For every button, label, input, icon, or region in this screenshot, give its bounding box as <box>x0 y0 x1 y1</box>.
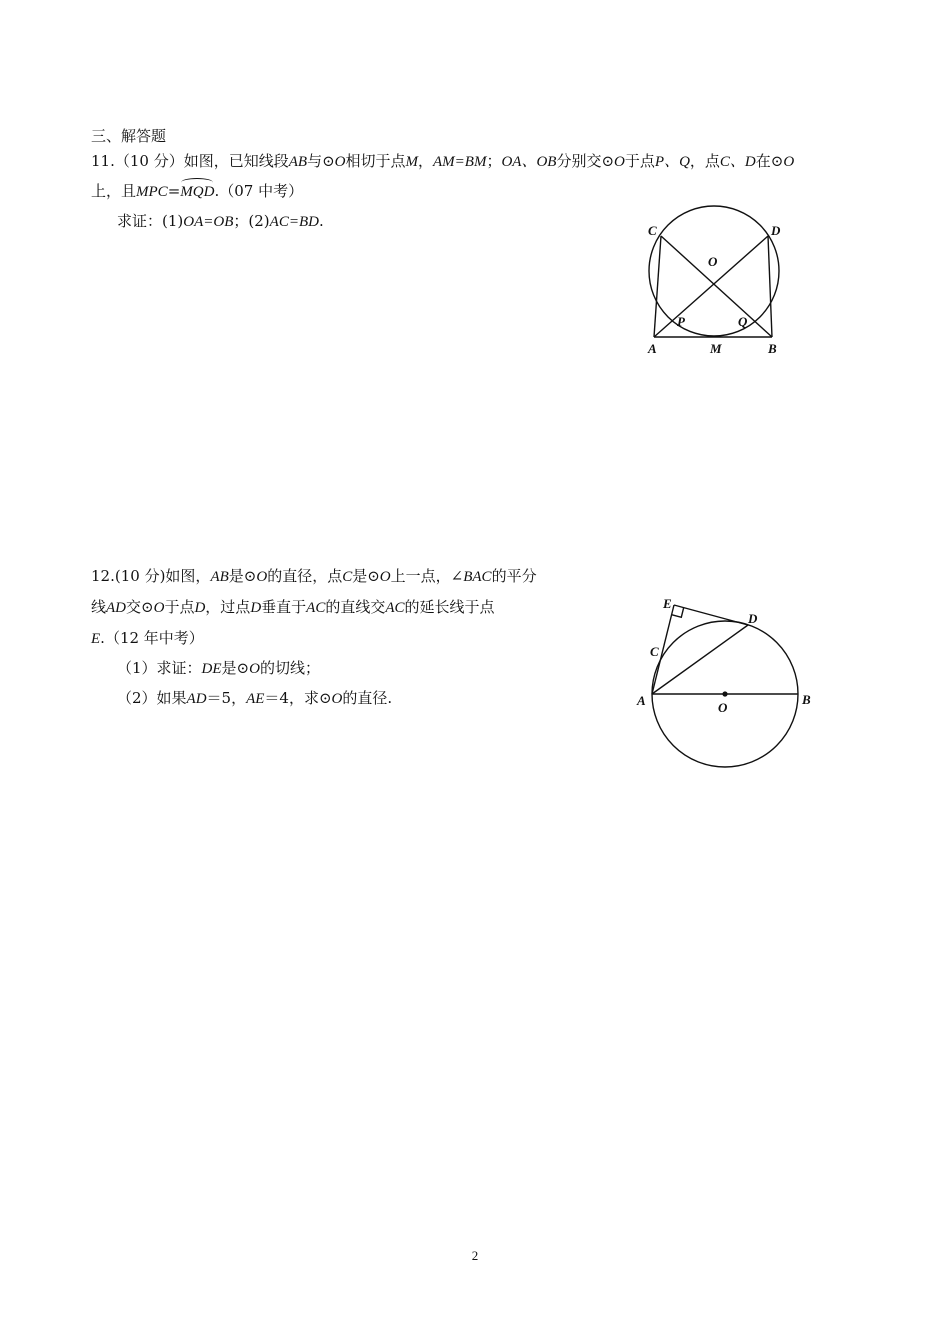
q11-text: 上，且 <box>91 182 137 200</box>
q11-score: （10 分） <box>114 152 184 170</box>
q12-text: 的切线； <box>259 659 320 677</box>
q11-text: (1) <box>162 212 184 230</box>
q12-var: D <box>194 600 206 616</box>
q12-text: 的延长线于点 <box>404 598 495 616</box>
q11-text: 在⊙ <box>755 152 784 170</box>
q11-label-O: O <box>708 254 718 269</box>
q11-segment-BD <box>768 236 772 337</box>
q11-prove-label: 求证： <box>117 212 163 230</box>
q11-var: MPC <box>136 184 168 200</box>
q11-var: O <box>783 154 795 170</box>
q12-text: ，过点 <box>205 598 251 616</box>
q12-label-C: C <box>650 644 659 659</box>
q12-var: D <box>250 600 262 616</box>
q11-text: 与⊙ <box>307 152 335 170</box>
q11-var: O <box>614 154 625 170</box>
q12-center-dot <box>722 691 727 696</box>
q11-line-2 <box>91 181 303 202</box>
q12-label-O: O <box>718 700 728 715</box>
q11-text: 分别交⊙ <box>556 152 615 170</box>
q12-var: BAC <box>463 569 492 585</box>
section-title: 三、解答题 <box>91 127 167 145</box>
q11-number: 11. <box>91 152 115 170</box>
q12-text: 交⊙ <box>126 598 154 616</box>
q12-text: 的直径. <box>342 689 393 707</box>
q11-text: 于点 <box>624 152 655 170</box>
q12-label-D: D <box>748 611 758 626</box>
q12-line-1 <box>91 566 537 587</box>
q12-subquestion-1 <box>117 658 320 679</box>
q11-var: M <box>405 154 418 170</box>
q12-text: 是⊙ <box>352 567 380 585</box>
q11-label-M: M <box>710 341 722 356</box>
q12-var: AB <box>210 569 229 585</box>
q12-text: ＝5， <box>206 689 247 707</box>
q11-var: AM=BM <box>433 154 487 170</box>
q12-source: （12 年中考） <box>104 629 204 647</box>
q11-label-Q: Q <box>738 314 748 329</box>
q12-var: O <box>249 661 260 677</box>
q11-var: P、Q <box>654 154 690 170</box>
q11-text: = <box>167 182 181 200</box>
q11-segment-AC <box>654 236 661 337</box>
q11-line-3 <box>117 211 324 232</box>
q11-text: ； <box>486 152 502 170</box>
q12-number: 12. <box>91 567 115 585</box>
q12-var: AC <box>385 600 405 616</box>
q11-label-D: D <box>771 223 781 238</box>
q11-segment-DA <box>654 236 768 337</box>
q11-figure <box>630 195 795 365</box>
q12-figure <box>630 590 825 780</box>
q11-label-P: P <box>677 314 685 329</box>
q12-text: （2）如果 <box>117 689 187 707</box>
q11-text: 如图，已知线段 <box>183 152 289 170</box>
q12-text: （1）求证： <box>117 659 202 677</box>
q12-text: 如图， <box>165 567 211 585</box>
q12-text: 于点 <box>164 598 195 616</box>
q11-line-1 <box>91 151 794 172</box>
q11-label-B: B <box>768 341 777 356</box>
q11-var: AC=BD <box>269 214 319 230</box>
q11-label-C: C <box>648 223 657 238</box>
q12-text: ＝4，求⊙ <box>264 689 332 707</box>
q11-var: AB <box>288 154 308 170</box>
q12-var: AD <box>106 600 127 616</box>
q12-text: 上一点，∠ <box>390 567 464 585</box>
q12-text: . <box>100 629 105 647</box>
q11-text: . <box>214 182 220 200</box>
q12-var: O <box>379 569 391 585</box>
q11-text: ； <box>233 212 249 230</box>
q12-label-E: E <box>663 596 672 611</box>
q12-text: 的直径，点 <box>267 567 343 585</box>
q12-text: 是⊙ <box>228 567 257 585</box>
q11-arc-var: MQD <box>180 184 215 200</box>
q12-text: 的直线交 <box>325 598 386 616</box>
q11-var: C、D <box>719 154 756 170</box>
q12-label-A: A <box>637 693 646 708</box>
q12-var: O <box>331 691 343 707</box>
q11-var: OA、OB <box>501 154 557 170</box>
q12-var: O <box>256 569 268 585</box>
q12-line-2 <box>91 597 495 618</box>
q11-label-A: A <box>648 341 657 356</box>
q12-var: O <box>153 600 165 616</box>
q11-circle <box>649 206 779 336</box>
page-number: 2 <box>471 1248 479 1263</box>
q12-var: DE <box>201 661 222 677</box>
q11-text: . <box>318 212 324 230</box>
q11-text: (2) <box>248 212 270 230</box>
q12-score: (10 分) <box>114 567 166 585</box>
q12-var: AE <box>246 691 265 707</box>
q12-text: 线 <box>91 598 107 616</box>
q11-var: OA=OB <box>183 214 234 230</box>
q12-text: 的平分 <box>491 567 537 585</box>
q12-var: C <box>342 569 353 585</box>
q12-text: 是⊙ <box>221 659 250 677</box>
q12-text: 垂直于 <box>261 598 307 616</box>
q12-var: E <box>91 631 101 647</box>
q12-line-3 <box>91 628 204 649</box>
q11-text: ，点 <box>689 152 720 170</box>
q11-var: O <box>334 154 346 170</box>
q11-text: 相切于点 <box>345 152 406 170</box>
q11-source: （07 中考） <box>219 182 304 200</box>
q12-var: AD <box>186 691 207 707</box>
q12-label-B: B <box>802 692 811 707</box>
q12-subquestion-2 <box>117 688 392 709</box>
q12-var: AC <box>306 600 326 616</box>
q11-text: ， <box>418 152 434 170</box>
